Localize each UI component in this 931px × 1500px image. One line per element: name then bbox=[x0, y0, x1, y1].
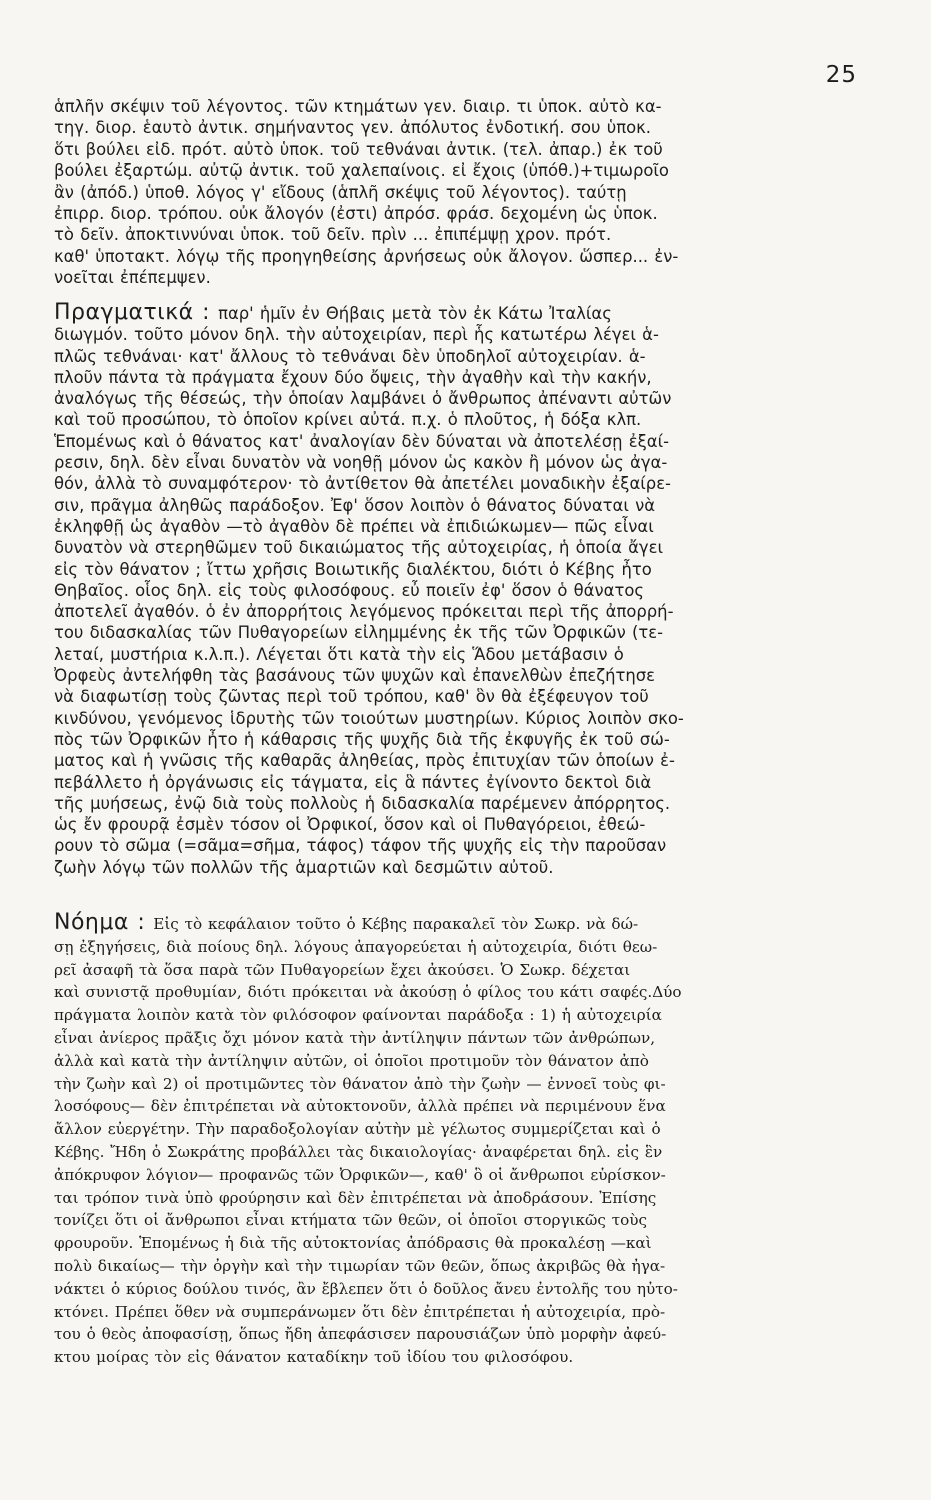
text-line: ρεσιν, δηλ. δὲν εἶναι δυνατὸν νὰ νοηθῇ μόνον ὡς κακὸν ἢ μόνον ὡς ἀγα- bbox=[54, 453, 668, 473]
text-line: πράγματα λοιπὸν κατὰ τὸν φιλόσοφον φαίνονται παράδοξα : 1) ἡ αὐτοχειρία bbox=[54, 1006, 662, 1025]
text-line: ματος καὶ ἡ γνῶσις τῆς καθαρᾶς ἀληθείας, πρὸς ἐπιτυχίαν τῶν ὁποίων ἐ- bbox=[54, 751, 675, 771]
text-line: ζωὴν λόγῳ τῶν πολλῶν τῆς ἁμαρτιῶν καὶ δεσμῶτιν αὐτοῦ. bbox=[54, 857, 554, 877]
text-line: Ἑπομένως καὶ ὁ θάνατος κατ' ἀναλογίαν δὲν δύναται νὰ ἀποτελέσῃ ἐξαί- bbox=[54, 431, 670, 451]
text-line: βούλει ἐξαρτώμ. αὐτῷ ἀντικ. τοῦ χαλεπαίνοις. εἰ ἔχοις (ὑπόθ.)+τιμωροῖο bbox=[54, 161, 669, 181]
text-line: καὶ συνιστᾷ προθυμίαν, διότι πρόκειται νὰ ἀκούσῃ ὁ φίλος του κάτι σαφές.Δύο bbox=[54, 983, 682, 1002]
text-line: ἐκληφθῇ ὡς ἀγαθὸν —τὸ ἀγαθὸν δὲ πρέπει νὰ ἐπιδιώκωμεν— πῶς εἶναι bbox=[54, 516, 654, 536]
section-heading-factual: Πραγματικά : bbox=[54, 300, 211, 325]
section-heading-meaning: Νόημα : bbox=[54, 910, 146, 935]
text-line: θόν, ἀλλὰ τὸ συναμφότερον· τὸ ἀντίθετον θὰ ἀπετέλει μοναδικὴν ἐξαίρε- bbox=[54, 474, 671, 494]
text-line: ἐπιρρ. διορ. τρόπου. οὐκ ἄλογόν (ἐστι) ἀπρόσ. φράσ. δεχομένη ὡς ὑποκ. bbox=[54, 204, 658, 224]
text-line bbox=[54, 912, 869, 936]
text-line: σῃ ἐξηγήσεις, διὰ ποίους δηλ. λόγους ἀπαγορεύεται ἡ αὐτοχειρία, διότι θεω- bbox=[54, 937, 658, 956]
text-line: νὰ διαφωτίσῃ τοὺς ζῶντας περὶ τοῦ τρόπου, καθ' ὃν θὰ ἐξέφευγον τοῦ bbox=[54, 687, 649, 707]
text-line: διωγμόν. τοῦτο μόνον δηλ. τὴν αὐτοχειρίαν, περὶ ἧς κατωτέρω λέγει ἁ- bbox=[54, 325, 659, 345]
text-line: του διδασκαλίας τῶν Πυθαγορείων εἰλημμένης ἐκ τῆς τῶν Ὀρφικῶν (τε- bbox=[54, 623, 664, 643]
text-line: σιν, πρᾶγμα ἀληθῶς παράδοξον. Ἐφ' ὅσον λοιπὸν ὁ θάνατος δύναται νὰ bbox=[54, 495, 656, 515]
text-line: πλοῦν πάντα τὰ πράγματα ἔχουν δύο ὄψεις, τὴν ἀγαθὴν καὶ τὴν κακήν, bbox=[54, 367, 652, 387]
text-line: νοεῖται ἐπέπεμψεν. bbox=[54, 268, 211, 288]
text-line: τονίζει ὅτι οἱ ἄνθρωποι εἶναι κτήματα τῶν θεῶν, οἱ ὁποῖοι στοργικῶς τοὺς bbox=[54, 1211, 647, 1230]
text-line: τηγ. διορ. ἑαυτὸ ἀντικ. σημήναντος γεν. ἀπόλυτος ἐνδοτική. σου ὑποκ. bbox=[54, 118, 652, 138]
text-line: πλῶς τεθνάναι· κατ' ἄλλους τὸ τεθνάναι δὲν ὑποδηλοῖ αὐτοχειρίαν. ἁ- bbox=[54, 346, 646, 366]
text-line bbox=[54, 302, 869, 324]
text-line: πὸς τῶν Ὀρφικῶν ἦτο ἡ κάθαρσις τῆς ψυχῆς διὰ τῆς ἐκφυγῆς ἐκ τοῦ σώ- bbox=[54, 729, 670, 749]
text-line: εἰς τὸν θάνατον ; ἴττω χρῆσις Βοιωτικῆς διαλέκτου, διότι ὁ Κέβης ἦτο bbox=[54, 559, 652, 579]
text-line: κτου μοίρας τὸν εἰς θάνατον καταδίκην τοῦ ἰδίου του φιλοσόφου. bbox=[54, 1348, 574, 1367]
meaning-section bbox=[54, 912, 869, 1369]
text-line: ὡς ἔν φρουρᾷ ἐσμὲν τόσον οἱ Ὀρφικοί, ὅσον καὶ οἱ Πυθαγόρειοι, ἐθεώ- bbox=[54, 815, 646, 835]
text-line: ρουν τὸ σῶμα (=σᾶμα=σῆμα, τάφος) τάφον τῆς ψυχῆς εἰς τὴν παροῦσαν bbox=[54, 836, 667, 856]
text-line: ἁπλῆν σκέψιν τοῦ λέγοντος. τῶν κτημάτων γεν. διαιρ. τι ὑποκ. αὐτὸ κα- bbox=[54, 97, 662, 116]
text-line: καθ' ὑποτακτ. λόγῳ τῆς προηγηθείσης ἀρνήσεως οὐκ ἄλογον. ὥσπερ... ἐν- bbox=[54, 246, 679, 266]
text-line: κτόνει. Πρέπει ὅθεν νὰ συμπεράνωμεν ὅτι δὲν ἐπιτρέπεται ἡ αὐτοχειρία, πρὸ- bbox=[54, 1302, 666, 1321]
text-line: τὸ δεῖν. ἀποκτιννύναι ὑποκ. τοῦ δεῖν. πρὶν ... ἐπιπέμψῃ χρον. πρότ. bbox=[54, 225, 612, 245]
text-line: λεταί, μυστήρια κ.λ.π.). Λέγεται ὅτι κατὰ τὴν εἰς Ἅδου μετάβασιν ὁ bbox=[54, 644, 624, 664]
text-line: Ὀρφεὺς ἀντελήφθη τὰς βασάνους τῶν ψυχῶν καὶ ἐπανελθὼν ἐπεζήτησε bbox=[54, 666, 656, 686]
section-body bbox=[54, 96, 869, 289]
text-line: καὶ τοῦ προσώπου, τὸ ὁποῖον κρίνει αὐτά. π.χ. ὁ πλοῦτος, ἡ δόξα κλπ. bbox=[54, 410, 642, 430]
text-line: ρεῖ ἀσαφῆ τὰ ὅσα παρὰ τῶν Πυθαγορείων ἔχει ἀκούσει. Ὁ Σωκρ. δέχεται bbox=[54, 960, 631, 979]
text-line: δυνατὸν νὰ στερηθῶμεν τοῦ δικαιώματος τῆς αὐτοχειρίας, ἡ ὁποία ἄγει bbox=[54, 538, 664, 558]
page-number: 25 bbox=[825, 62, 857, 88]
factual-notes-section bbox=[54, 302, 869, 878]
text-line: ται τρόπον τινὰ ὑπὸ φρούρησιν καὶ δὲν ἐπιτρέπεται νὰ ἀποδράσουν. Ἐπίσης bbox=[54, 1188, 657, 1207]
text-line: Κέβης. Ἤδη ὁ Σωκράτης προβάλλει τὰς δικαιολογίας· ἀναφέρεται δηλ. εἰς ἓν bbox=[54, 1142, 663, 1161]
text-line: ἀποτελεῖ ἀγαθόν. ὁ ἐν ἀπορρήτοις λεγόμενος πρόκειται περὶ τῆς ἀπορρή- bbox=[54, 602, 674, 622]
text-line: νάκτει ὁ κύριος δούλου τινός, ἂν ἔβλεπεν ὅτι ὁ δοῦλος ἄνευ ἐντολῆς του ηὐτο- bbox=[54, 1279, 678, 1298]
text-line: ἂν (ἀπόδ.) ὑποθ. λόγος γ' εἴδους (ἁπλῆ σκέψις τοῦ λέγοντος). ταύτῃ bbox=[54, 182, 627, 202]
text-line: πολὺ δικαίως— τὴν ὀργὴν καὶ τὴν τιμωρίαν τῶν θεῶν, ὅπως ἀκριβῶς θὰ ἠγα- bbox=[54, 1256, 666, 1275]
text-line: ἀναλόγως τῆς θέσεώς, τὴν ὁποίαν λαμβάνει ὁ ἄνθρωπος ἀπέναντι αὐτῶν bbox=[54, 389, 672, 409]
text-line: φρουροῦν. Ἑπομένως ἡ διὰ τῆς αὐτοκτονίας ἀπόδρασις θὰ προκαλέσῃ —καὶ bbox=[54, 1234, 652, 1253]
text-line: ἀπόκρυφον λόγιον— προφανῶς τῶν Ὀρφικῶν—, καθ' ὃ οἱ ἄνθρωποι εὑρίσκον- bbox=[54, 1165, 666, 1184]
glossary-notes-section bbox=[54, 96, 869, 289]
text-line: ὅτι βούλει εἰδ. πρότ. αὐτὸ ὑποκ. τοῦ τεθνάναι ἀντικ. (τελ. ἀπαρ.) ἐκ τοῦ bbox=[54, 139, 663, 159]
text-line: τῆς μυήσεως, ἐνῷ διὰ τοὺς πολλοὺς ἡ διδασκαλία παρέμενεν ἀπόρρητος. bbox=[54, 793, 671, 813]
text-line: ἀλλὰ καὶ κατὰ τὴν ἀντίληψιν αὐτῶν, οἱ ὁποῖοι προτιμοῦν τὸν θάνατον ἀπὸ bbox=[54, 1051, 649, 1070]
text-line: κινδύνου, γενόμενος ἱδρυτὴς τῶν τοιούτων μυστηρίων. Κύριος λοιπὸν σκο- bbox=[54, 708, 684, 728]
text-line: ἄλλον εὐεργέτην. Τὴν παραδοξολογίαν αὐτὴν μὲ γέλωτος συμμερίζεται καὶ ὁ bbox=[54, 1120, 661, 1139]
text-line: του ὁ θεὸς ἀποφασίσῃ, ὅπως ἤδη ἀπεφάσισεν παρουσιάζων ὑπὸ μορφὴν ἀφεύ- bbox=[54, 1325, 667, 1344]
text-line: Θηβαῖος. οἷος δηλ. εἰς τοὺς φιλοσόφους. εὖ ποιεῖν ἐφ' ὅσον ὁ θάνατος bbox=[54, 580, 644, 600]
text-line: λοσόφους— δὲν ἐπιτρέπεται νὰ αὐτοκτονοῦν, ἀλλὰ πρέπει νὰ περιμένουν ἕνα bbox=[54, 1097, 666, 1116]
text-line: πεβάλλετο ἡ ὀργάνωσις εἰς τάγματα, εἰς ἃ πάντες ἐγίνοντο δεκτοὶ διὰ bbox=[54, 772, 652, 792]
text-line: εἶναι ἀνίερος πρᾶξις ὄχι μόνον κατὰ τὴν ἀντίληψιν πάντων τῶν ἀνθρώπων, bbox=[54, 1028, 656, 1047]
text-line-content: Εἰς τὸ κεφάλαιον τοῦτο ὁ Κέβης παρακαλεῖ τὸν Σωκρ. νὰ δώ- bbox=[153, 915, 639, 933]
text-line: τὴν ζωὴν καὶ 2) οἱ προτιμῶντες τὸν θάνατον ἀπὸ τὴν ζωὴν — ἐννοεῖ τοὺς φι- bbox=[54, 1074, 666, 1093]
text-line-content: παρ' ἡμῖν ἐν Θήβαις μετὰ τὸν ἐκ Κάτω Ἰταλίας bbox=[218, 304, 612, 323]
